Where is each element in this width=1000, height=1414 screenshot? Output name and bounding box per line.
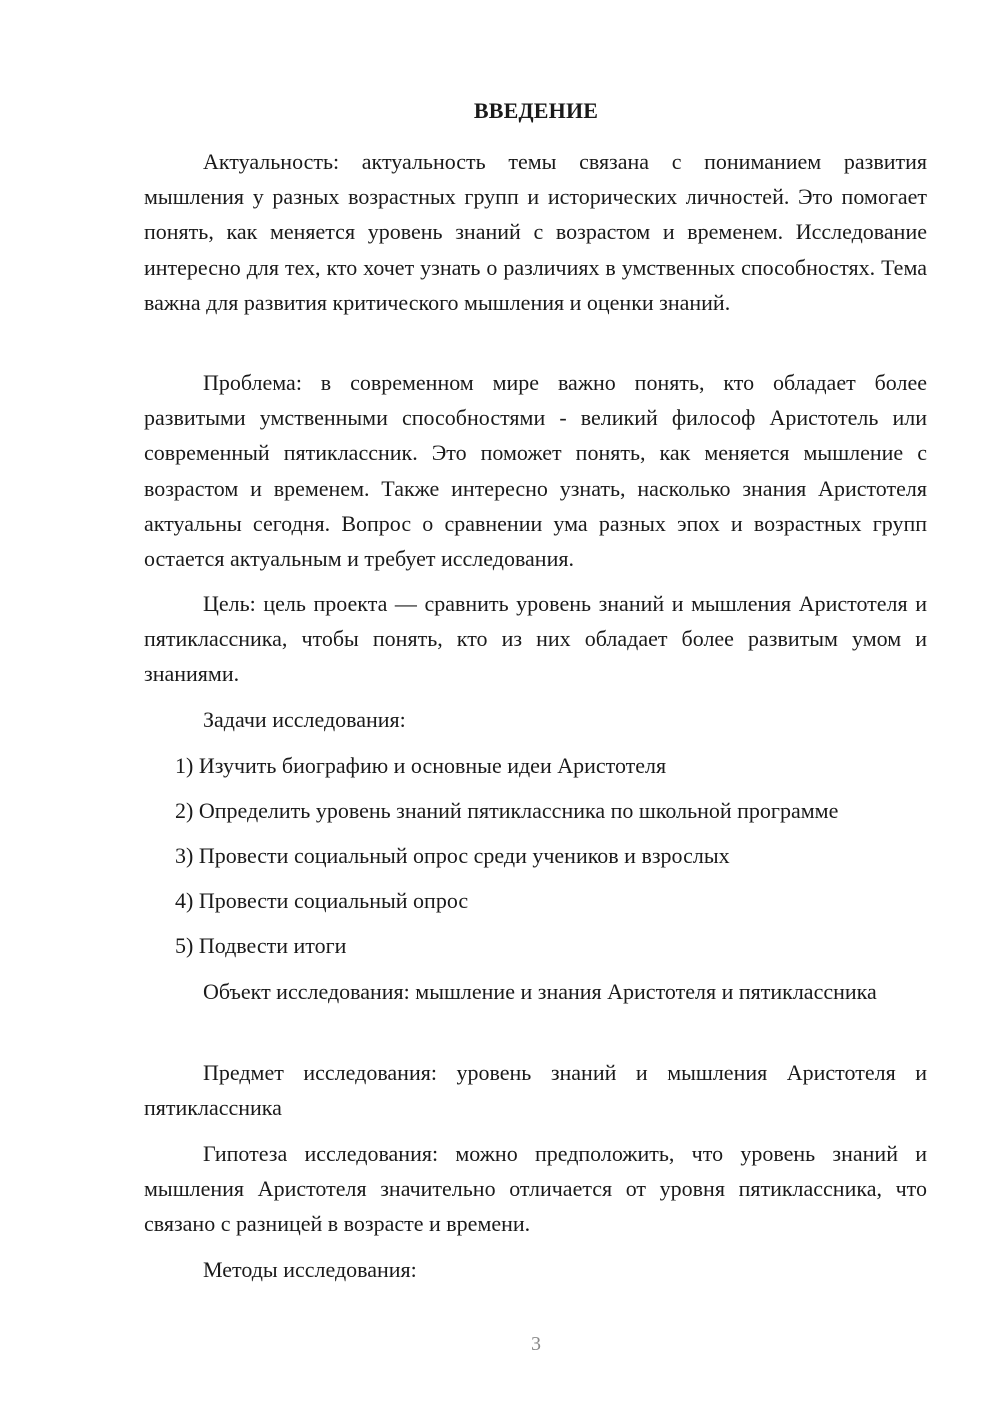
hypothesis-paragraph: Гипотеза исследования: можно предположить, что уровень знаний и мышления Аристотеля значительно отличается от уровня пятиклассника, что связано с разницей в возрасте и времени.: [144, 1141, 927, 1237]
methods-heading: Методы исследования:: [203, 1257, 417, 1282]
tasks-heading: Задачи исследования:: [203, 707, 406, 732]
task-item-2: 2) Определить уровень знаний пятиклассника по школьной программе: [175, 798, 839, 823]
relevance-paragraph: Актуальность: актуальность темы связана с пониманием развития мышления у разных возрастных групп и исторических личностей. Это помогает понять, как меняется уровень знаний с возрастом и временем. Исследование интересно для тех, кто хочет узнать о различиях в умственных способностях. Тема важна для развития критического мышления и оценки знаний.: [144, 149, 927, 315]
problem-paragraph: Проблема: в современном мире важно понять, кто обладает более развитыми умственными способностями - великий философ Аристотель или современный пятиклассник. Это поможет понять, как меняется мышление с возрастом и временем. Также интересно узнать, насколько знания Аристотеля актуальны сегодня. Вопрос о сравнении ума разных эпох и возрастных групп остается актуальным и требует исследования.: [144, 370, 927, 572]
task-item-4: 4) Провести социальный опрос: [175, 888, 469, 913]
section-title: ВВЕДЕНИЕ: [473, 98, 599, 123]
goal-paragraph: Цель: цель проекта — сравнить уровень знаний и мышления Аристотеля и пятиклассника, чтобы понять, кто из них обладает более развитым умом и знаниями.: [144, 591, 927, 687]
task-item-1: 1) Изучить биографию и основные идеи Аристотеля: [175, 753, 667, 778]
task-item-5: 5) Подвести итоги: [175, 933, 347, 958]
task-item-3: 3) Провести социальный опрос среди учеников и взрослых: [175, 843, 730, 868]
subject-paragraph: Предмет исследования: уровень знаний и мышления Аристотеля и пятиклассника: [144, 1060, 927, 1121]
page-number: 3: [531, 1333, 541, 1355]
object-paragraph: Объект исследования: мышление и знания Аристотеля и пятиклассника: [203, 979, 877, 1004]
